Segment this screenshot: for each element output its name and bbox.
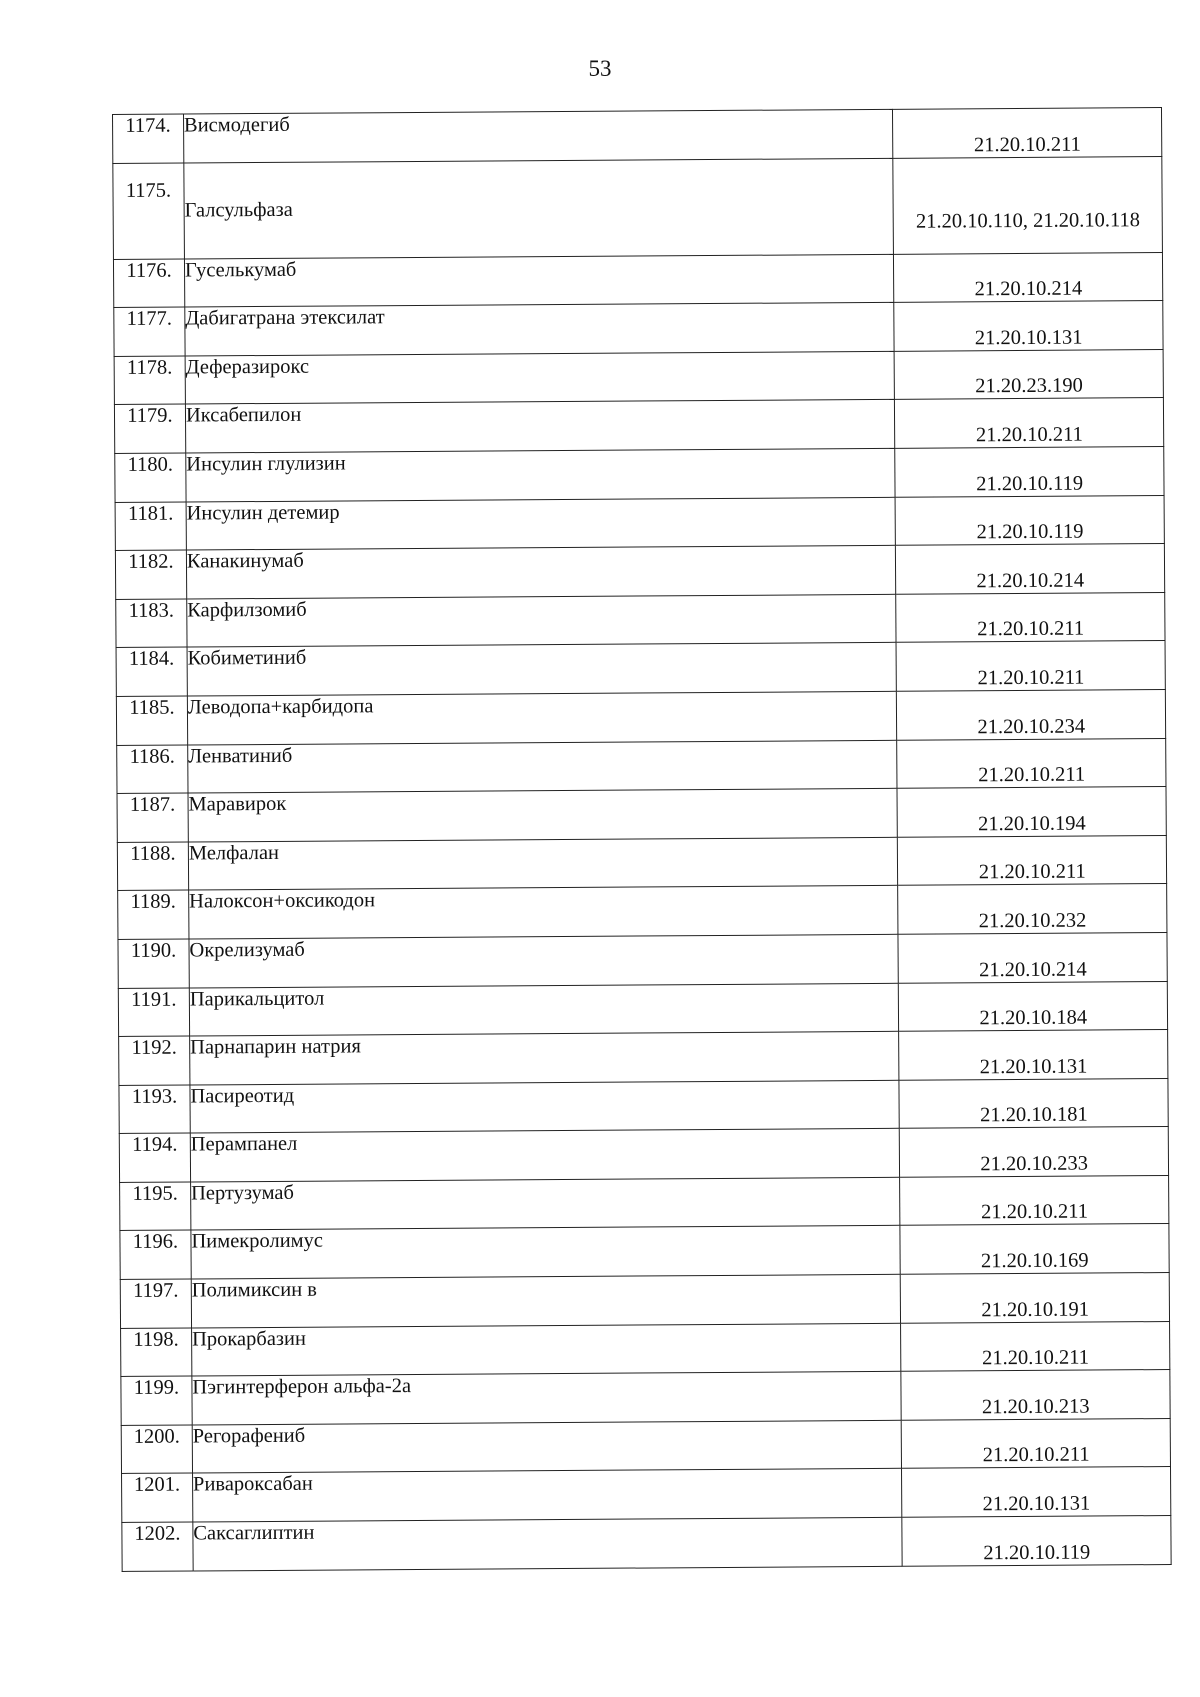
drug-name: Дабигатрана этексилат	[185, 303, 895, 356]
row-number: 1185.	[116, 696, 187, 745]
table-row	[122, 1467, 1171, 1523]
row-number: 1202.	[122, 1522, 193, 1571]
okpd-code: 21.20.10.131	[902, 1467, 1171, 1517]
okpd-code: 21.20.10.184	[899, 981, 1168, 1031]
table-row	[117, 787, 1166, 843]
table-row	[119, 1078, 1168, 1134]
table-row	[122, 1516, 1171, 1572]
drug-name: Полимиксин в	[191, 1274, 901, 1327]
okpd-code: 21.20.10.214	[894, 252, 1163, 302]
okpd-code: 21.20.10.169	[900, 1224, 1169, 1274]
row-number: 1192.	[119, 1036, 190, 1085]
row-number: 1193.	[119, 1085, 190, 1134]
row-number: 1176.	[113, 259, 184, 308]
table-row	[117, 835, 1166, 891]
table-row	[118, 981, 1167, 1037]
drug-name: Перампанел	[190, 1129, 900, 1182]
row-number: 1201.	[122, 1473, 193, 1522]
okpd-code: 21.20.10.211	[900, 1175, 1169, 1225]
drug-name: Маравирок	[188, 788, 898, 841]
okpd-code: 21.20.10.211	[898, 835, 1167, 885]
okpd-code: 21.20.10.131	[899, 1030, 1168, 1080]
drug-name: Инсулин глулизин	[186, 448, 896, 501]
okpd-code: 21.20.10.213	[901, 1370, 1170, 1420]
table-row	[121, 1321, 1170, 1377]
okpd-code: 21.20.10.119	[902, 1516, 1171, 1566]
drug-name: Окрелизумаб	[189, 934, 899, 987]
row-number: 1196.	[120, 1230, 191, 1279]
row-number: 1188.	[117, 842, 188, 891]
okpd-code: 21.20.10.194	[897, 787, 1166, 837]
table-row	[114, 398, 1163, 454]
drug-name: Иксабепилон	[185, 400, 895, 453]
row-number: 1187.	[117, 793, 188, 842]
okpd-code: 21.20.10.119	[895, 447, 1164, 497]
okpd-code: 21.20.10.211	[896, 592, 1165, 642]
table-row	[119, 1127, 1168, 1183]
drug-name: Пимекролимус	[191, 1226, 901, 1279]
page-number: 53	[588, 56, 612, 81]
okpd-code: 21.20.10.232	[898, 884, 1167, 934]
okpd-code: 21.20.10.211	[893, 108, 1162, 158]
drug-name: Пертузумаб	[191, 1177, 901, 1230]
row-number: 1183.	[116, 599, 187, 648]
table-row	[120, 1175, 1169, 1231]
drug-name: Кобиметиниб	[187, 643, 897, 696]
table-row	[121, 1370, 1170, 1426]
drug-name: Инсулин детемир	[186, 497, 896, 550]
row-number: 1199.	[121, 1376, 192, 1425]
okpd-code: 21.20.10.214	[896, 544, 1165, 594]
table-row	[115, 447, 1164, 503]
table-row	[115, 495, 1164, 551]
row-number: 1179.	[114, 404, 185, 453]
drug-name: Пасиреотид	[190, 1080, 900, 1133]
okpd-code: 21.20.10.181	[899, 1078, 1168, 1128]
table-row	[118, 884, 1167, 940]
okpd-code: 21.20.10.211	[897, 738, 1166, 788]
row-number: 1180.	[115, 453, 186, 502]
table-row	[115, 544, 1164, 600]
row-number: 1181.	[115, 502, 186, 551]
okpd-code: 21.20.23.190	[895, 349, 1164, 399]
drug-name: Карфилзомиб	[187, 594, 897, 647]
drug-name: Галсульфаза	[184, 158, 894, 259]
drug-name: Парикальцитол	[189, 983, 899, 1036]
table-row	[120, 1224, 1169, 1280]
table-row	[117, 738, 1166, 794]
okpd-code: 21.20.10.234	[897, 689, 1166, 739]
row-number: 1178.	[114, 356, 185, 405]
drug-name: Мелфалан	[188, 837, 898, 890]
okpd-code: 21.20.10.214	[898, 932, 1167, 982]
drug-name: Пэгинтерферон альфа-2а	[192, 1372, 902, 1425]
drug-name: Канакинумаб	[186, 545, 896, 598]
drug-name: Налоксон+оксикодон	[189, 886, 899, 939]
drug-table-body	[113, 108, 1172, 1572]
table-row	[116, 641, 1165, 697]
drug-name: Леводопа+карбидопа	[187, 691, 897, 744]
okpd-code: 21.20.10.191	[901, 1273, 1170, 1323]
row-number: 1194.	[119, 1133, 190, 1182]
table-row	[119, 1030, 1168, 1086]
row-number: 1189.	[118, 890, 189, 939]
row-number: 1175.	[113, 163, 185, 259]
row-number: 1186.	[117, 745, 188, 794]
table-row	[114, 301, 1163, 357]
row-number: 1182.	[115, 550, 186, 599]
table-row	[113, 108, 1162, 164]
row-number: 1174.	[113, 114, 184, 163]
table-row	[114, 349, 1163, 405]
table-row	[118, 932, 1167, 988]
drug-name: Гуселькумаб	[184, 254, 894, 307]
table-row	[113, 156, 1163, 259]
drug-name: Регорафениб	[192, 1420, 902, 1473]
okpd-code: 21.20.10.211	[895, 398, 1164, 448]
drug-name: Ривароксабан	[192, 1469, 902, 1522]
table-row	[116, 592, 1165, 648]
drug-name: Висмодегиб	[183, 109, 893, 162]
row-number: 1198.	[121, 1328, 192, 1377]
drug-name: Прокарбазин	[191, 1323, 901, 1376]
row-number: 1197.	[120, 1279, 191, 1328]
table-row	[120, 1273, 1169, 1329]
table-row	[116, 689, 1165, 745]
row-number: 1184.	[116, 647, 187, 696]
okpd-code: 21.20.10.211	[901, 1321, 1170, 1371]
okpd-code: 21.20.10.110, 21.20.10.118	[893, 156, 1162, 254]
row-number: 1191.	[118, 988, 189, 1037]
row-number: 1200.	[121, 1425, 192, 1474]
okpd-code: 21.20.10.119	[895, 495, 1164, 545]
drug-table	[112, 107, 1172, 1572]
drug-name: Парнапарин натрия	[190, 1031, 900, 1084]
table-row	[121, 1418, 1170, 1474]
row-number: 1190.	[118, 939, 189, 988]
okpd-code: 21.20.10.211	[896, 641, 1165, 691]
row-number: 1177.	[114, 307, 185, 356]
row-number: 1195.	[120, 1182, 191, 1231]
drug-name: Деферазирокс	[185, 351, 895, 404]
drug-name: Ленватиниб	[188, 740, 898, 793]
table-row	[113, 252, 1162, 308]
okpd-code: 21.20.10.233	[900, 1127, 1169, 1177]
okpd-code: 21.20.10.131	[894, 301, 1163, 351]
okpd-code: 21.20.10.211	[902, 1418, 1171, 1468]
drug-name: Саксаглиптин	[193, 1517, 903, 1570]
